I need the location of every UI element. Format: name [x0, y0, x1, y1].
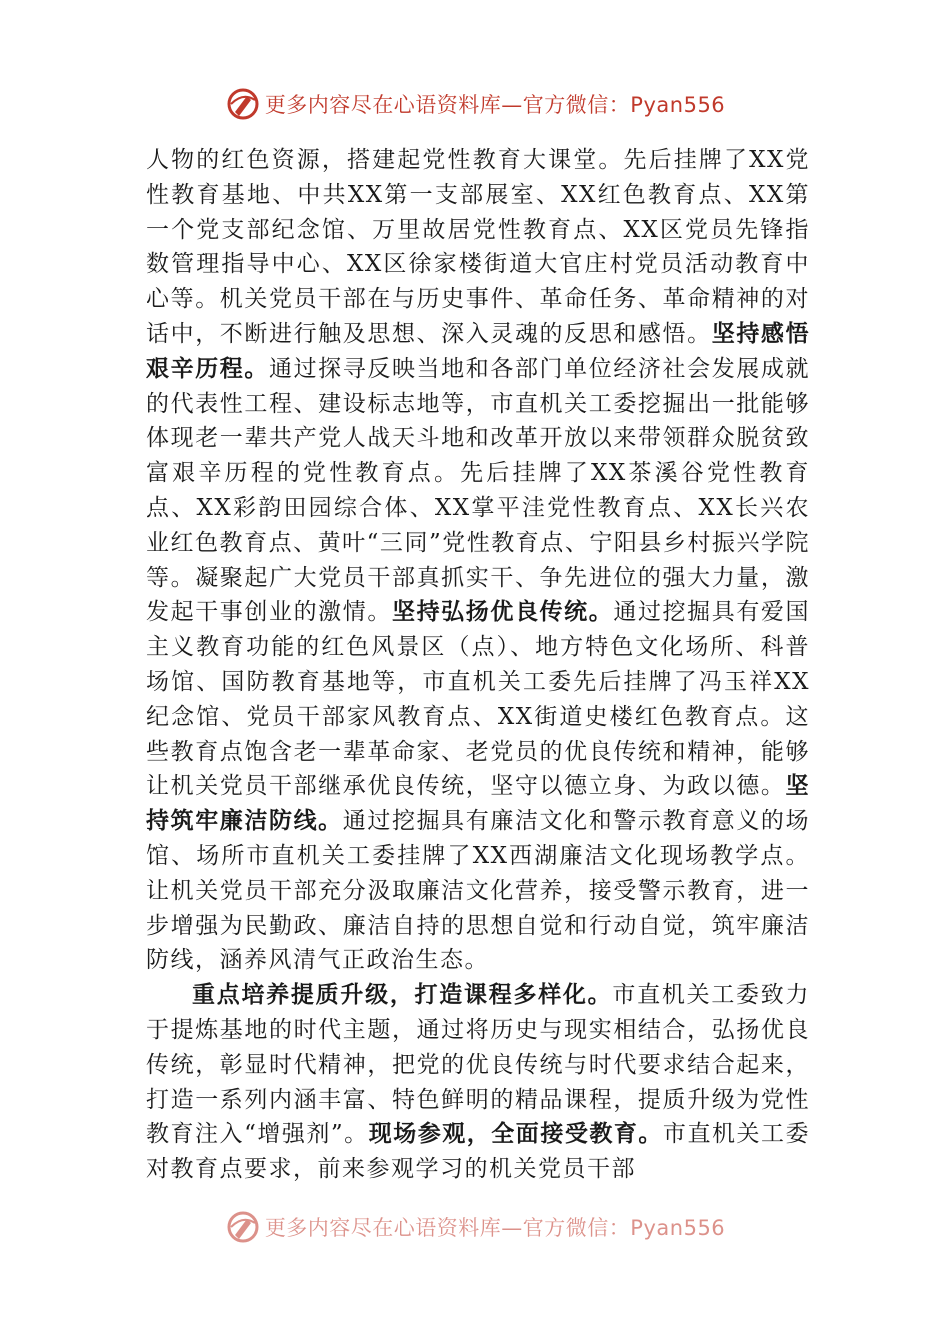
bold-heading: 重点培养提质升级，打造课程多样化。 — [192, 981, 613, 1009]
sentence-run: 市直机关工委对教育点要求，前来参观学习的机关党员干部 — [146, 1121, 811, 1183]
paragraph-2 — [146, 978, 810, 1187]
bold-heading: 坚持感悟艰辛历程。 — [146, 319, 811, 382]
watermark-text: 更多内容尽在心语资料库—官方微信：Pyan556 — [264, 1216, 726, 1240]
watermark-logo-icon — [225, 86, 261, 122]
bold-heading: 坚持弘扬优良传统。 — [391, 598, 614, 626]
bold-heading: 坚持筑牢廉洁防线。 — [146, 772, 810, 835]
watermark-logo-icon — [225, 1209, 261, 1245]
sentence-run: 通过探寻反映当地和各部门单位经济社会发展成就的代表性工程、建设标志地等，市直机关工委挖掘出一批能够体现老一辈共产党人战天斗地和改革开放以来带领群众脱贫致富艰辛历程的党性教育点。先后挂牌了XX茶溪谷党性教育点、XX彩韵田园综合体、XX掌平洼党性教育点、XX长兴农业红色教育点、黄叶“三同”党性教育点、宁阳县乡村振兴学院等。凝聚起广大党员干部真抓实干、争先进位的强大力量，激发起干事创业的激情。 — [146, 355, 811, 626]
sentence-run: 人物的红色资源，搭建起党性教育大课堂。先后挂牌了XX党性教育基地、中共XX第一支部展室、XX红色教育点、XX第一个党支部纪念馆、万里故居党性教育点、XX区党员先锋指数管理指导中心、XX区徐家楼街道大官庄村党员活动教育中心等。机关党员干部在与历史事件、革命任务、革命精神的对话中，不断进行触及思想、深入灵魂的反思和感悟。 — [146, 147, 810, 347]
document-body — [146, 143, 810, 1187]
watermark-text: 更多内容尽在心语资料库—官方微信：Pyan556 — [264, 93, 726, 117]
sentence-run: 市直机关工委致力于提炼基地的时代主题，通过将历史与现实相结合，弘扬优良传统，彰显时代精神，把党的优良传统与时代要求结合起来，打造一系列内涵丰富、特色鲜明的精品课程，提质升级为党性教育注入“增强剂”。 — [146, 982, 811, 1148]
sentence-run: 通过挖掘具有爱国主义教育功能的红色风景区（点）、地方特色文化场所、科普场馆、国防教育基地等，市直机关工委先后挂牌了冯玉祥XX纪念馆、党员干部家风教育点、XX街道史楼红色教育点。这些教育点饱含老一辈革命家、老党员的优良传统和精神，能够让机关党员干部继承优良传统，坚守以德立身、为政以德。 — [146, 599, 811, 800]
paragraph-1 — [146, 143, 810, 978]
sentence-run: 通过挖掘具有廉洁文化和警示教育意义的场馆、场所市直机关工委挂牌了XX西湖廉洁文化现场教学点。让机关党员干部充分汲取廉洁文化营养，接受警示教育，进一步增强为民勤政、廉洁自持的思想自觉和行动自觉，筑牢廉洁防线，涵养风清气正政治生态。 — [146, 808, 811, 974]
footer-watermark — [0, 1207, 950, 1247]
header-watermark — [0, 84, 950, 124]
bold-heading: 现场参观，全面接受教育。 — [368, 1120, 663, 1148]
